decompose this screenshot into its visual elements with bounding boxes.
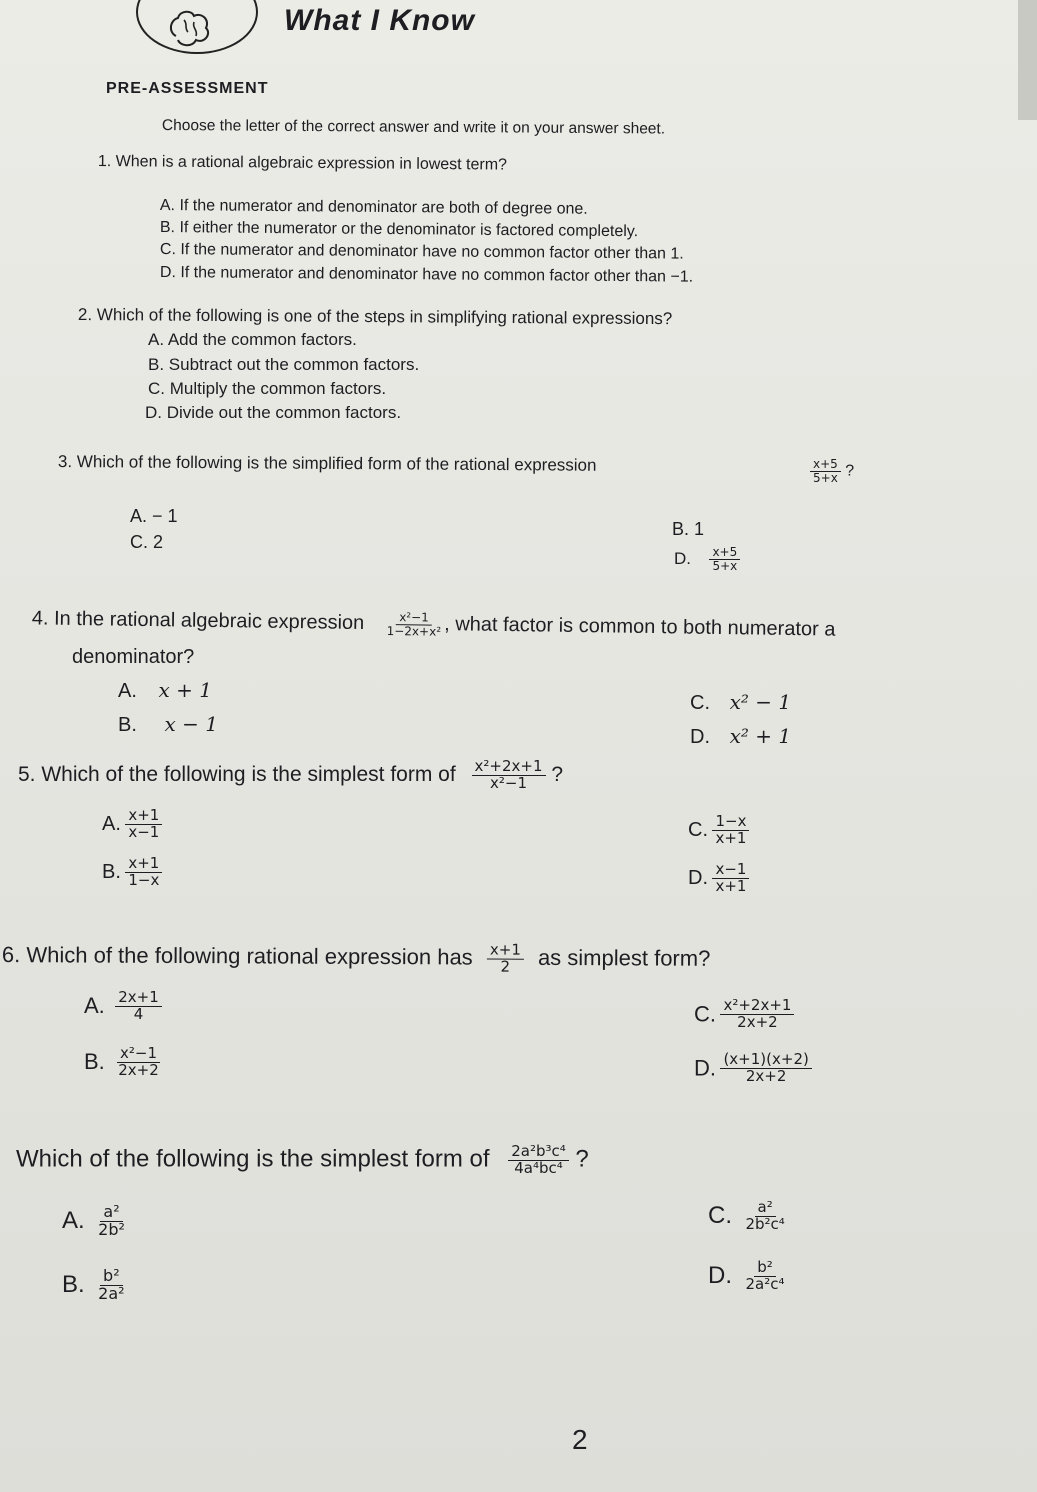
q7-c-letter: C. <box>708 1202 732 1230</box>
question-4-option-b <box>118 712 218 737</box>
q4-a-letter: A. <box>118 680 137 702</box>
q5-c-letter: C. <box>688 818 708 841</box>
q6-prompt-end: as simplest form? <box>537 944 711 971</box>
question-1-option-d: D. If the numerator and denominator have no common factor other than −1. <box>159 264 694 286</box>
q6-a-letter: A. <box>84 993 105 1019</box>
question-7-prompt <box>16 1144 589 1177</box>
q5-d-letter: D. <box>688 866 708 889</box>
question-3-expression <box>810 458 854 484</box>
q3-d-numerator: x+5 <box>709 546 740 560</box>
question-4-option-d <box>690 724 791 749</box>
question-1-prompt: 1. When is a rational algebraic expression in lowest term? <box>97 153 508 174</box>
q5-d-denominator: x+1 <box>715 876 747 895</box>
question-3-option-d <box>674 546 740 572</box>
question-4-option-a <box>118 678 212 703</box>
question-2-option-d: D. Divide out the common factors. <box>145 403 402 422</box>
q5-b-letter: B. <box>102 860 121 883</box>
q6-c-numerator: x²+2x+1 <box>720 998 794 1015</box>
q7-a-letter: A. <box>62 1207 85 1235</box>
question-5-option-b <box>102 856 162 889</box>
q4-a-expr: x + 1 <box>158 678 212 702</box>
q5-c-denominator: x+1 <box>715 828 747 847</box>
q7-prompt-text: Which of the following is the simplest form of <box>16 1145 490 1173</box>
q4-c-expr: x² − 1 <box>729 690 792 714</box>
question-7-option-a <box>62 1204 128 1239</box>
q5-a-denominator: x−1 <box>128 822 160 841</box>
q6-d-denominator: 2x+2 <box>745 1066 787 1085</box>
q7-a-numerator: a² <box>100 1204 122 1222</box>
question-3-prompt: 3. Which of the following is the simplified form of the rational expression <box>57 452 597 475</box>
question-1-option-b: B. If either the numerator or the denominator is factored completely. <box>159 219 639 241</box>
question-5-prompt <box>18 759 563 792</box>
question-3-option-b: B. 1 <box>672 519 705 539</box>
q5-b-denominator: 1−x <box>128 870 160 889</box>
q4-b-letter: B. <box>118 714 137 736</box>
question-1-option-a: A. If the numerator and denominator are both of degree one. <box>159 197 588 218</box>
paper-edge <box>1018 0 1037 120</box>
q4-c-letter: C. <box>690 692 710 714</box>
q3-question-mark: ? <box>845 462 855 480</box>
q5-expr-denominator: x²−1 <box>490 773 528 792</box>
q3-d-letter: D. <box>674 549 691 569</box>
q7-question-mark: ? <box>575 1145 589 1173</box>
q6-expr-numerator: x+1 <box>487 943 524 960</box>
question-4-option-c <box>690 690 791 715</box>
question-5-option-a <box>102 808 162 841</box>
question-6-option-b <box>84 1046 162 1079</box>
q7-b-numerator: b² <box>100 1268 123 1286</box>
question-6-prompt <box>2 940 711 976</box>
q6-d-letter: D. <box>694 1055 716 1081</box>
q7-d-numerator: b² <box>754 1260 776 1277</box>
page-number: 2 <box>572 1424 588 1455</box>
q5-b-numerator: x+1 <box>125 856 162 873</box>
question-6-option-d <box>694 1052 812 1085</box>
question-2-option-c: C. Multiply the common factors. <box>148 379 387 398</box>
q7-a-denominator: 2b² <box>98 1219 125 1239</box>
question-7-option-d <box>708 1260 787 1293</box>
q5-d-numerator: x−1 <box>712 862 749 879</box>
q4-prompt-text: 4. In the rational algebraic expression <box>31 607 365 635</box>
question-2-prompt: 2. Which of the following is one of the steps in simplifying rational expressions? <box>77 305 673 329</box>
q7-c-numerator: a² <box>755 1200 776 1217</box>
brain-icon <box>162 6 218 50</box>
q5-c-numerator: 1−x <box>712 814 749 831</box>
question-5-option-d <box>688 862 749 895</box>
q7-expr-denominator: 4a⁴bc⁴ <box>514 1158 563 1177</box>
question-4-prompt-line1 <box>32 606 836 643</box>
q3-d-denominator: 5+x <box>712 558 738 573</box>
q4-expr-numerator: x²−1 <box>396 611 432 625</box>
q7-b-letter: B. <box>62 1271 85 1299</box>
question-5-option-c <box>688 814 749 847</box>
question-2-option-a: A. Add the common factors. <box>148 330 357 349</box>
q5-question-mark: ? <box>551 762 564 786</box>
q5-a-letter: A. <box>102 812 121 835</box>
q6-a-denominator: 4 <box>133 1004 144 1023</box>
section-heading: PRE-ASSESSMENT <box>106 80 269 97</box>
question-4-prompt-line2: denominator? <box>72 646 195 668</box>
q6-b-numerator: x²−1 <box>117 1046 160 1063</box>
q3-expr-denominator: 5+x <box>813 470 838 485</box>
q6-a-numerator: 2x+1 <box>115 990 162 1007</box>
question-2-option-b: B. Subtract out the common factors. <box>148 355 420 374</box>
page-title: What I Know <box>284 4 475 37</box>
q7-c-denominator: 2b²c⁴ <box>745 1214 785 1233</box>
q7-d-letter: D. <box>708 1262 732 1290</box>
q7-b-denominator: 2a² <box>98 1283 125 1303</box>
q5-prompt-text: 5. Which of the following is the simplest form of <box>18 762 456 786</box>
q6-c-letter: C. <box>694 1001 716 1027</box>
q6-b-letter: B. <box>84 1049 105 1075</box>
q6-prompt-text: 6. Which of the following rational expression has <box>1 942 473 970</box>
q7-expr-numerator: 2a²b³c⁴ <box>508 1144 569 1161</box>
q6-expr-denominator: 2 <box>500 957 511 976</box>
q7-d-denominator: 2a²c⁴ <box>745 1274 785 1293</box>
q6-b-denominator: 2x+2 <box>118 1060 159 1079</box>
question-3-option-a: A. − 1 <box>130 506 178 526</box>
q5-a-numerator: x+1 <box>125 808 162 825</box>
question-7-option-b <box>62 1268 128 1303</box>
q4-expr-denominator: 1−2x+x² <box>386 623 442 639</box>
q3-expr-numerator: x+5 <box>810 458 841 472</box>
question-7-option-c <box>708 1200 788 1233</box>
q6-c-denominator: 2x+2 <box>737 1012 778 1031</box>
instructions: Choose the letter of the correct answer and write it on your answer sheet. <box>161 117 666 138</box>
question-3-option-c: C. 2 <box>130 532 164 552</box>
question-1-option-c: C. If the numerator and denominator have no common factor other than 1. <box>159 241 684 263</box>
q4-b-expr: x − 1 <box>164 712 218 736</box>
q4-d-expr: x² + 1 <box>729 724 792 748</box>
q4-prompt-continued: , what factor is common to both numerator a <box>444 613 836 641</box>
q6-d-numerator: (x+1)(x+2) <box>720 1052 811 1069</box>
question-6-option-a <box>84 990 162 1023</box>
q5-expr-numerator: x²+2x+1 <box>472 759 546 776</box>
q4-d-letter: D. <box>690 726 710 748</box>
question-6-option-c <box>694 998 794 1031</box>
